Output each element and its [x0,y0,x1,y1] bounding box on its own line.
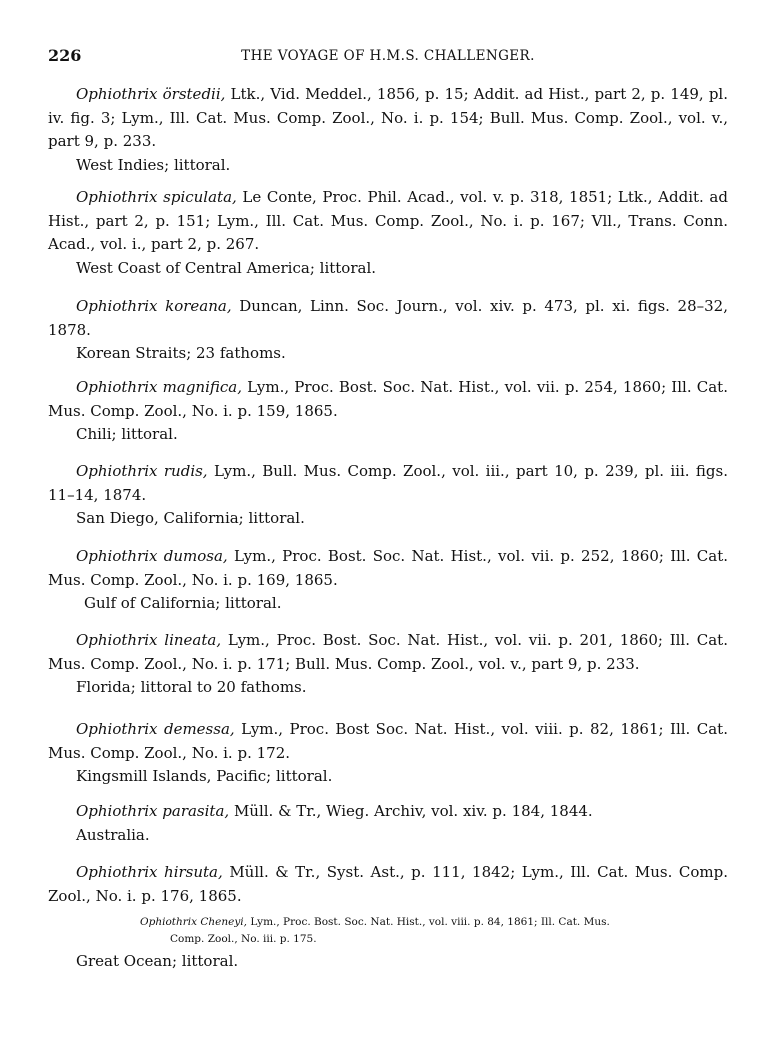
species-reference [48,800,728,824]
species-name: Ophiothrix örstedii, [76,85,226,103]
locality: Florida; littoral to 20 fathoms. [76,678,307,696]
locality: Korean Straits; 23 fathoms. [76,344,286,362]
page-header [48,46,728,70]
locality: San Diego, California; littoral. [76,509,305,527]
citation-text: Ltk., Vid. Meddel., 1856, p. 15; Addit. ad Hist., part 2, p. 149, pl. iv. fig. 3; Lym., Ill. Cat. Mus. Comp. Zool., No. i. p. 154; Bull. Mus. Comp. Zool., vol. v., part 9, p. 233. [48,85,728,150]
citation-text: Le Conte, Proc. Phil. Acad., vol. v. p. 318, 1851; Ltk., Addit. ad Hist., part 2, p. 151; Lym., Ill. Cat. Mus. Comp. Zool., No. i. p. 167; Vll., Trans. Conn. Acad., vol. i., part 2, p. 267. [48,188,728,253]
species-reference [48,376,728,423]
citation-text: Müll. & Tr., Syst. Ast., p. 111, 1842; Lym., Ill. Cat. Mus. Comp. Zool., No. i. p. 176, 1865. [48,863,729,905]
species-entry [48,718,728,789]
species-name: Ophiothrix parasita, [76,802,230,820]
species-entry [48,186,728,280]
species-name: Ophiothrix spiculata, [76,188,237,206]
species-entry [48,800,728,847]
species-reference [48,186,728,257]
species-name: Ophiothrix dumosa, [76,547,228,565]
synonym-citation-continued: Comp. Zool., No. iii. p. 175. [170,933,317,945]
species-entry [48,376,728,447]
locality: Chili; littoral. [76,425,178,443]
species-reference [48,718,728,765]
citation-text: Lym., Proc. Bost. Soc. Nat. Hist., vol. vii. p. 254, 1860; Ill. Cat. Mus. Comp. Zool., No. i. p. 159, 1865. [48,378,728,420]
species-name: Ophiothrix lineata, [76,631,222,649]
species-name: Ophiothrix koreana, [76,297,232,315]
synonym-citation: Lym., Proc. Bost. Soc. Nat. Hist., vol. viii. p. 84, 1861; Ill. Cat. Mus. [247,916,610,928]
species-reference [48,629,728,676]
species-name: Ophiothrix hirsuta, [76,863,223,881]
synonym-reference [48,914,728,948]
synonym-species-name: Ophiothrix Cheneyi, [140,916,248,928]
species-reference [48,83,728,154]
citation-text: Duncan, Linn. Soc. Journ., vol. xiv. p. 473, pl. xi. figs. 28–32, 1878. [48,297,728,339]
species-name: Ophiothrix magnifica, [76,378,243,396]
locality: Australia. [76,825,150,844]
species-name: Ophiothrix rudis, [76,462,208,480]
locality: West Indies; littoral. [76,155,231,174]
species-reference [48,295,728,342]
locality: Great Ocean; littoral. [76,952,239,970]
species-entry [48,861,728,974]
page-number: 226 [48,46,82,65]
citation-text: Lym., Proc. Bost Soc. Nat. Hist., vol. viii. p. 82, 1861; Ill. Cat. Mus. Comp. Zool., No. i. p. 172. [48,720,728,762]
species-name: Ophiothrix demessa, [76,720,235,738]
species-reference [48,460,728,507]
species-entry [48,545,728,616]
running-title: THE VOYAGE OF H.M.S. CHALLENGER. [241,48,535,64]
species-entry [48,295,728,366]
citation-text: Müll. & Tr., Wieg. Archiv, vol. xiv. p. 184, 1844. [229,802,593,820]
species-reference [48,545,728,592]
species-entry [48,629,728,700]
citation-text: Lym., Bull. Mus. Comp. Zool., vol. iii., part 10, p. 239, pl. iii. figs. 11–14, 1874. [48,462,728,504]
species-entry [48,460,728,531]
species-reference [48,861,728,908]
locality: Gulf of California; littoral. [84,594,282,612]
locality: Kingsmill Islands, Pacific; littoral. [76,767,333,785]
citation-text: Lym., Proc. Bost. Soc. Nat. Hist., vol. vii. p. 252, 1860; Ill. Cat. Mus. Comp. Zool., No. i. p. 169, 1865. [48,547,728,589]
locality: West Coast of Central America; littoral. [76,258,377,277]
species-entry [48,83,728,177]
citation-text: Lym., Proc. Bost. Soc. Nat. Hist., vol. vii. p. 201, 1860; Ill. Cat. Mus. Comp. Zool., No. i. p. 171; Bull. Mus. Comp. Zool., vol. v., part 9, p. 233. [48,631,728,673]
